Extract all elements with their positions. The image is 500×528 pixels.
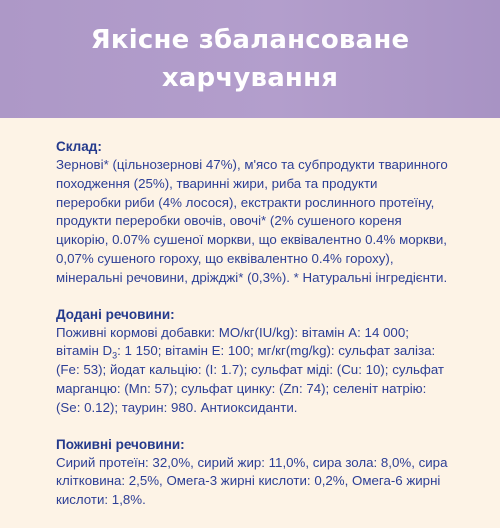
additives-section [56,306,496,418]
vitamin-d-subscript: 3 [112,351,118,362]
header-banner [0,0,500,118]
composition-line-3: переробки риби (4% лосося), екстракти рослинного протеїну, [56,194,435,210]
additives-line-2-rest: : 1 150; вітамін Е: 100; мг/кг(mg/kg): сульфат заліза: [117,343,436,359]
additives-line-2 [56,342,496,361]
nutrients-section [56,436,496,510]
composition-line-4: продукти переробки овочів, овочі* (2% сушеного кореня [56,213,402,229]
additives-line-1: Поживні кормові добавки: МО/кг(IU/kg): вітамін А: 14 000; [56,324,409,340]
vitamin-d-label: вітамін D [56,343,113,359]
nutrients-heading: Поживні речовини: [56,436,185,452]
header-title-line-1: Якісне збалансоване [90,25,410,55]
composition-line-2: походження (25%), тваринні жири, риба та продукти [56,175,378,191]
additives-line-5: (Se: 0.12); таурин: 980. Антиоксиданти. [56,399,298,415]
nutrients-line-1: Сирий протеїн: 32,0%, сирий жир: 11,0%, сира зола: 8,0%, сира [56,454,448,470]
composition-line-7: мінеральні речовини, дріжджі* (0,3%). * Натуральні інгредієнти. [56,269,448,285]
composition-line-5: цикорію, 0.07% сушеної моркви, що еквівалентно 0.4% моркви, [56,232,448,248]
header-title-line-2: харчування [161,63,339,93]
additives-heading: Додані речовини: [56,306,175,322]
nutrients-line-2: клітковина: 2,5%, Омега-3 жирні кислоти: 0,2%, Омега-6 жирні [56,473,441,489]
composition-line-6: 0,07% сушеного гороху, що еквівалентно 0.4% гороху), [56,250,394,266]
composition-section [56,138,496,288]
content-area [56,138,496,528]
composition-line-1: Зернові* (цільнозернові 47%), м'ясо та субпродукти тваринного [56,157,448,172]
additives-line-3: (Fe: 53); йодат кальцію: (I: 1.7); сульфат міді: (Cu: 10); сульфат [56,362,445,378]
nutrients-line-3: кислоти: 1,8%. [56,492,146,508]
additives-line-4: марганцю: (Mn: 57); сульфат цинку: (Zn: 74); селеніт натрію: [56,380,427,396]
composition-heading: Склад: [56,139,102,154]
